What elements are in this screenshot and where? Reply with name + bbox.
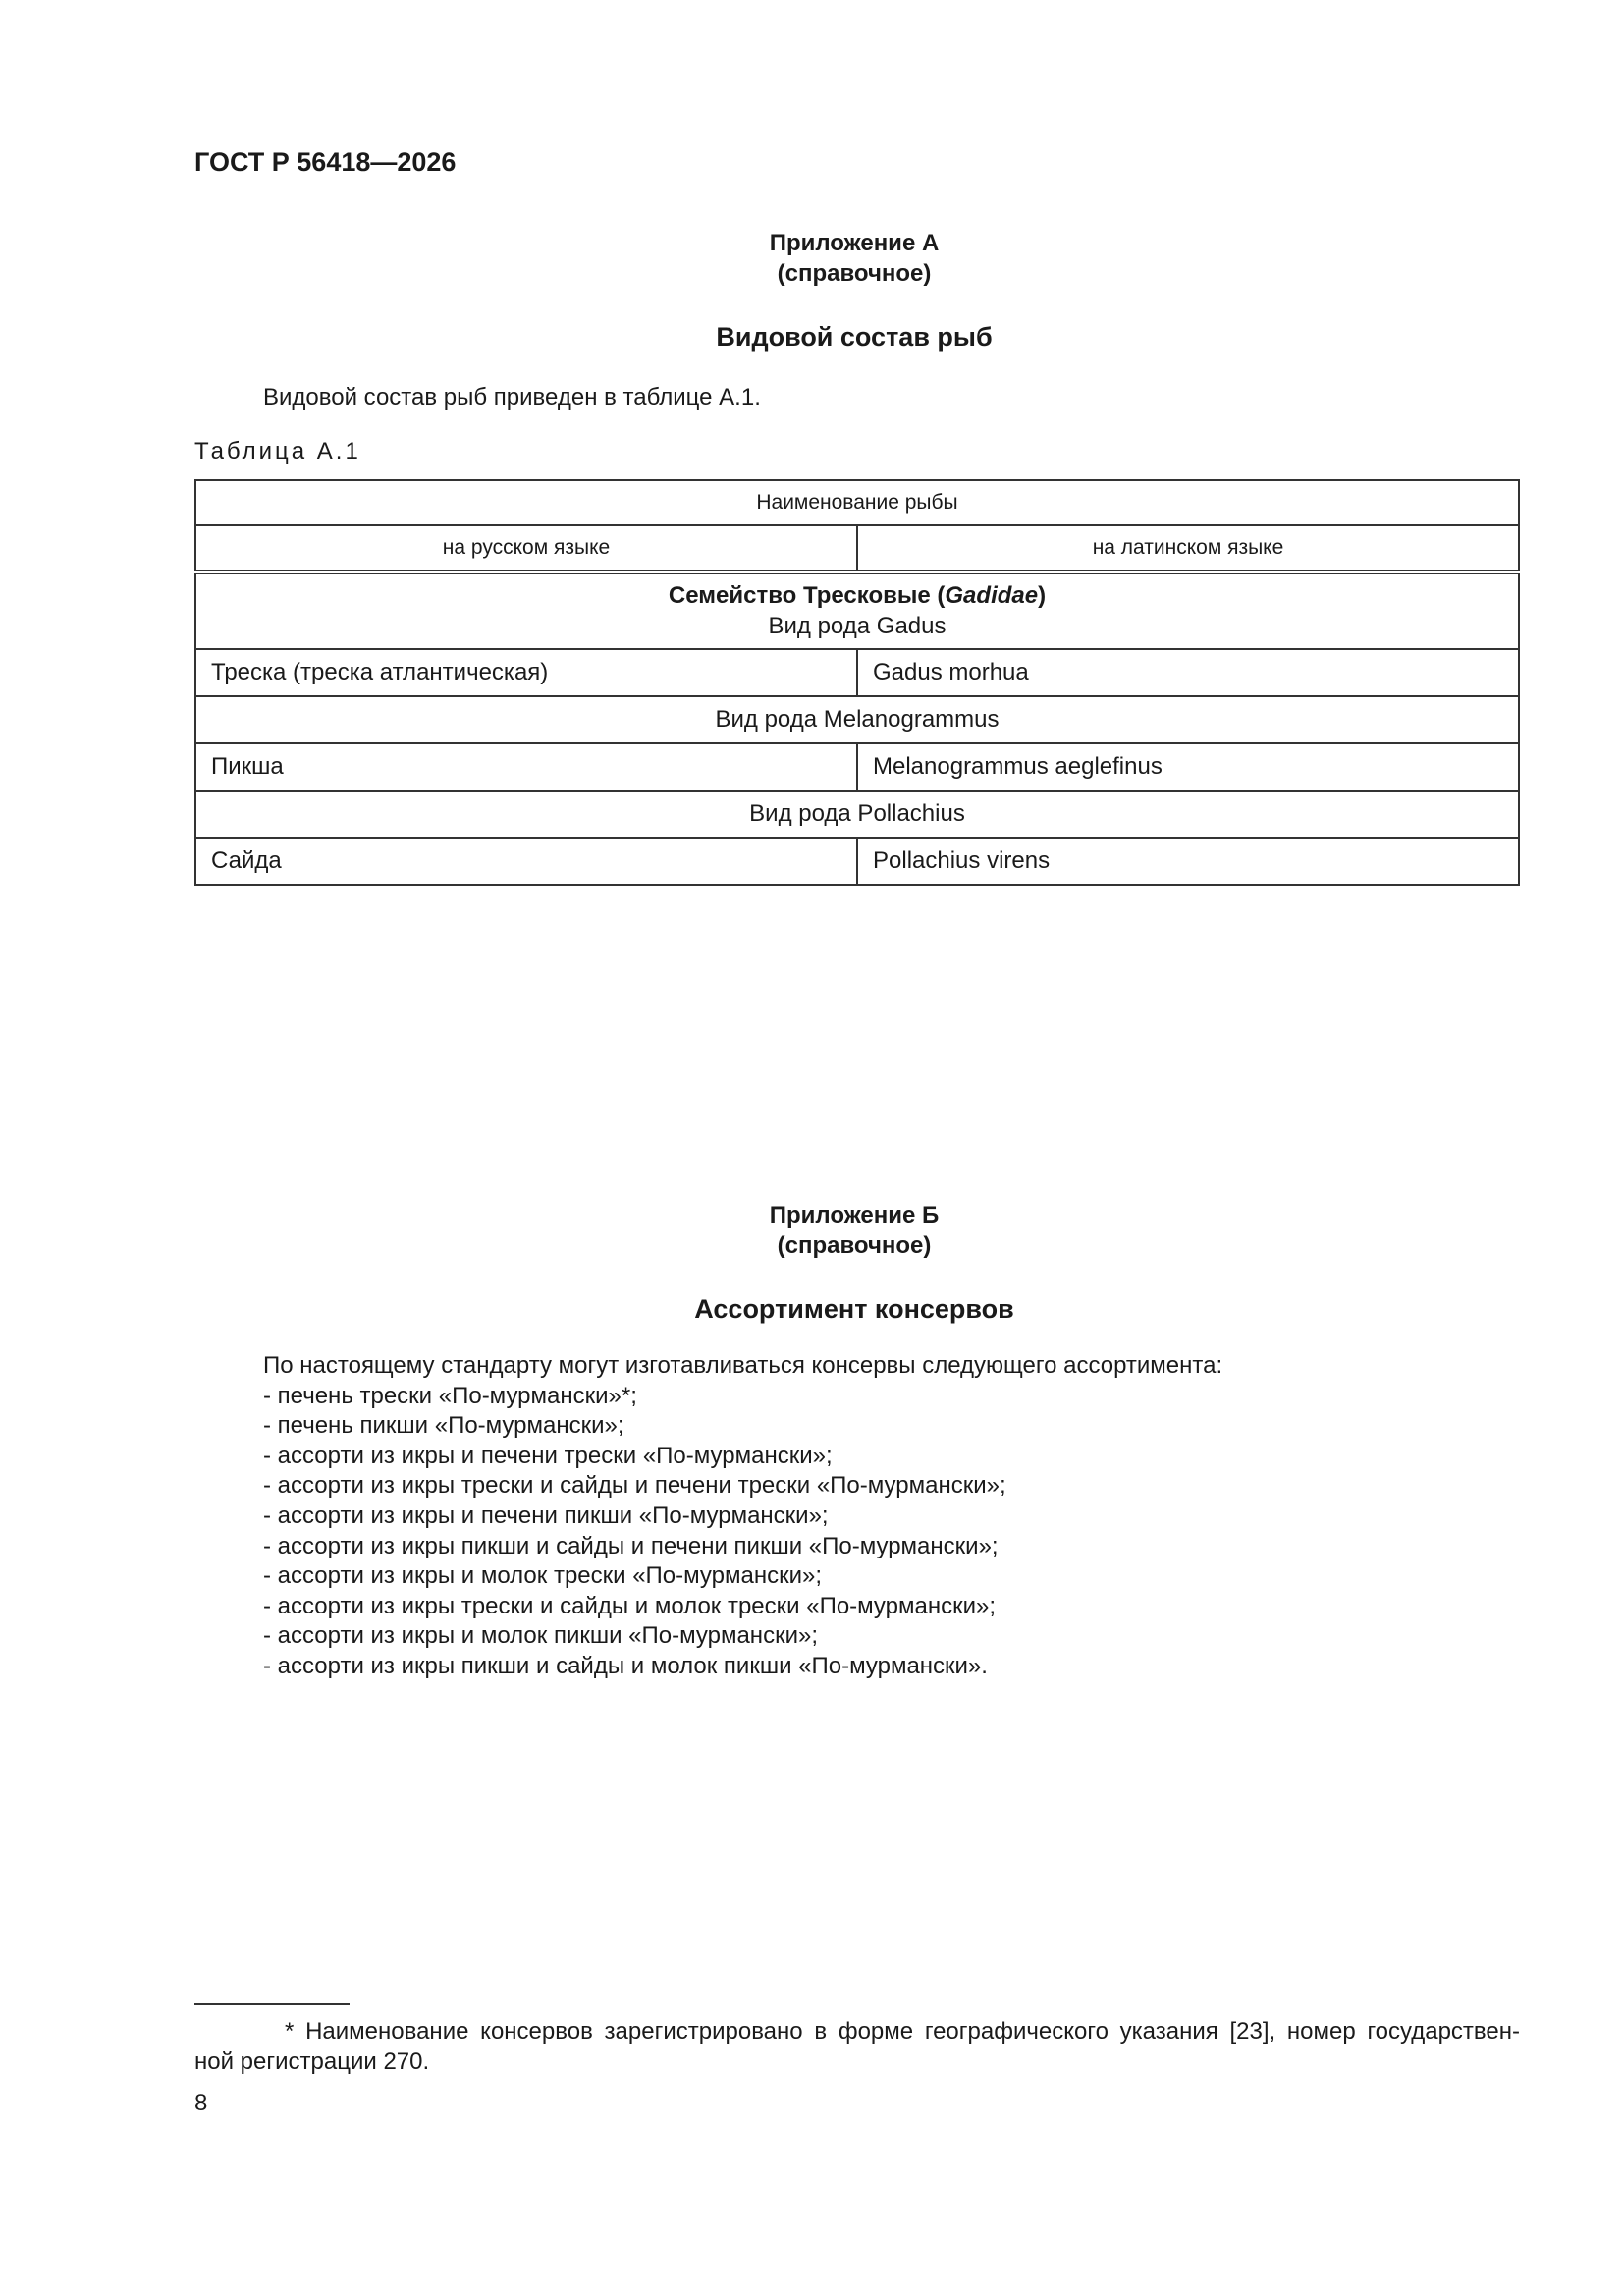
saithe-latin-name: Pollachius virens <box>857 838 1519 885</box>
haddock-russian-name: Пикша <box>195 743 857 791</box>
footnote-line-2: ной регистрации 270. <box>194 2049 430 2075</box>
footnote <box>194 2016 1520 2077</box>
fish-species-table <box>194 479 1520 886</box>
page-number: 8 <box>194 2090 208 2116</box>
genus-pollachius: Вид рода Pollachius <box>195 791 1519 838</box>
list-item: - печень трески «По-мурмански»*; <box>263 1382 637 1409</box>
annex-b-label: Приложение Б <box>769 1202 940 1229</box>
annex-a-label: Приложение А <box>769 230 940 256</box>
annex-a-intro: Видовой состав рыб приведен в таблице А.1. <box>263 384 761 410</box>
annex-b-kind: (справочное) <box>777 1232 932 1259</box>
footnote-separator <box>194 2003 350 2005</box>
list-item: - ассорти из икры трески и сайды и молок трески «По-мурмански»; <box>263 1592 997 1619</box>
table-header-latin: на латинском языке <box>857 525 1519 572</box>
cod-latin-name: Gadus morhua <box>857 649 1519 696</box>
table-header-main: Наименование рыбы <box>195 480 1519 525</box>
document-id: ГОСТ Р 56418—2026 <box>194 147 457 177</box>
family-latin: Gadidae <box>945 582 1039 609</box>
list-item: - ассорти из икры пикши и сайды и молок пикши «По-мурмански». <box>263 1652 988 1679</box>
family-name: Семейство Тресковые (Gadidae) <box>668 582 1047 609</box>
list-item: - печень пикши «По-мурмански»; <box>263 1412 624 1440</box>
table-header-russian: на русском языке <box>195 525 857 572</box>
list-item: - ассорти из икры трески и сайды и печени трески «По-мурмански»; <box>263 1472 1006 1500</box>
genus-gadus: Вид рода Gadus <box>768 613 947 639</box>
annex-a-title: Видовой состав рыб <box>716 322 993 352</box>
table-label: Таблица А.1 <box>194 438 361 465</box>
saithe-russian-name: Сайда <box>195 838 857 885</box>
list-item: - ассорти из икры и молок пикши «По-мурмански»; <box>263 1622 818 1650</box>
family-row <box>195 572 1519 649</box>
genus-melanogrammus: Вид рода Melanogrammus <box>195 696 1519 743</box>
list-item: - ассорти из икры и печени пикши «По-мурмански»; <box>263 1502 829 1529</box>
assortment-list <box>263 1351 1222 1682</box>
assortment-intro: По настоящему стандарту могут изготавливаться консервы следующего ассортимента: <box>263 1352 1223 1379</box>
annex-b-title: Ассортимент консервов <box>694 1294 1014 1324</box>
haddock-latin-name: Melanogrammus aeglefinus <box>857 743 1519 791</box>
list-item: - ассорти из икры и молок трески «По-мурмански»; <box>263 1562 823 1590</box>
list-item: - ассорти из икры пикши и сайды и печени пикши «По-мурмански»; <box>263 1532 999 1559</box>
list-item: - ассорти из икры и печени трески «По-мурмански»; <box>263 1442 833 1469</box>
footnote-line-1: * Наименование консервов зарегистрировано в форме географического указания [23], номер государствен- <box>285 2018 1520 2045</box>
annex-a-kind: (справочное) <box>777 260 932 287</box>
cod-russian-name: Треска (треска атлантическая) <box>195 649 857 696</box>
